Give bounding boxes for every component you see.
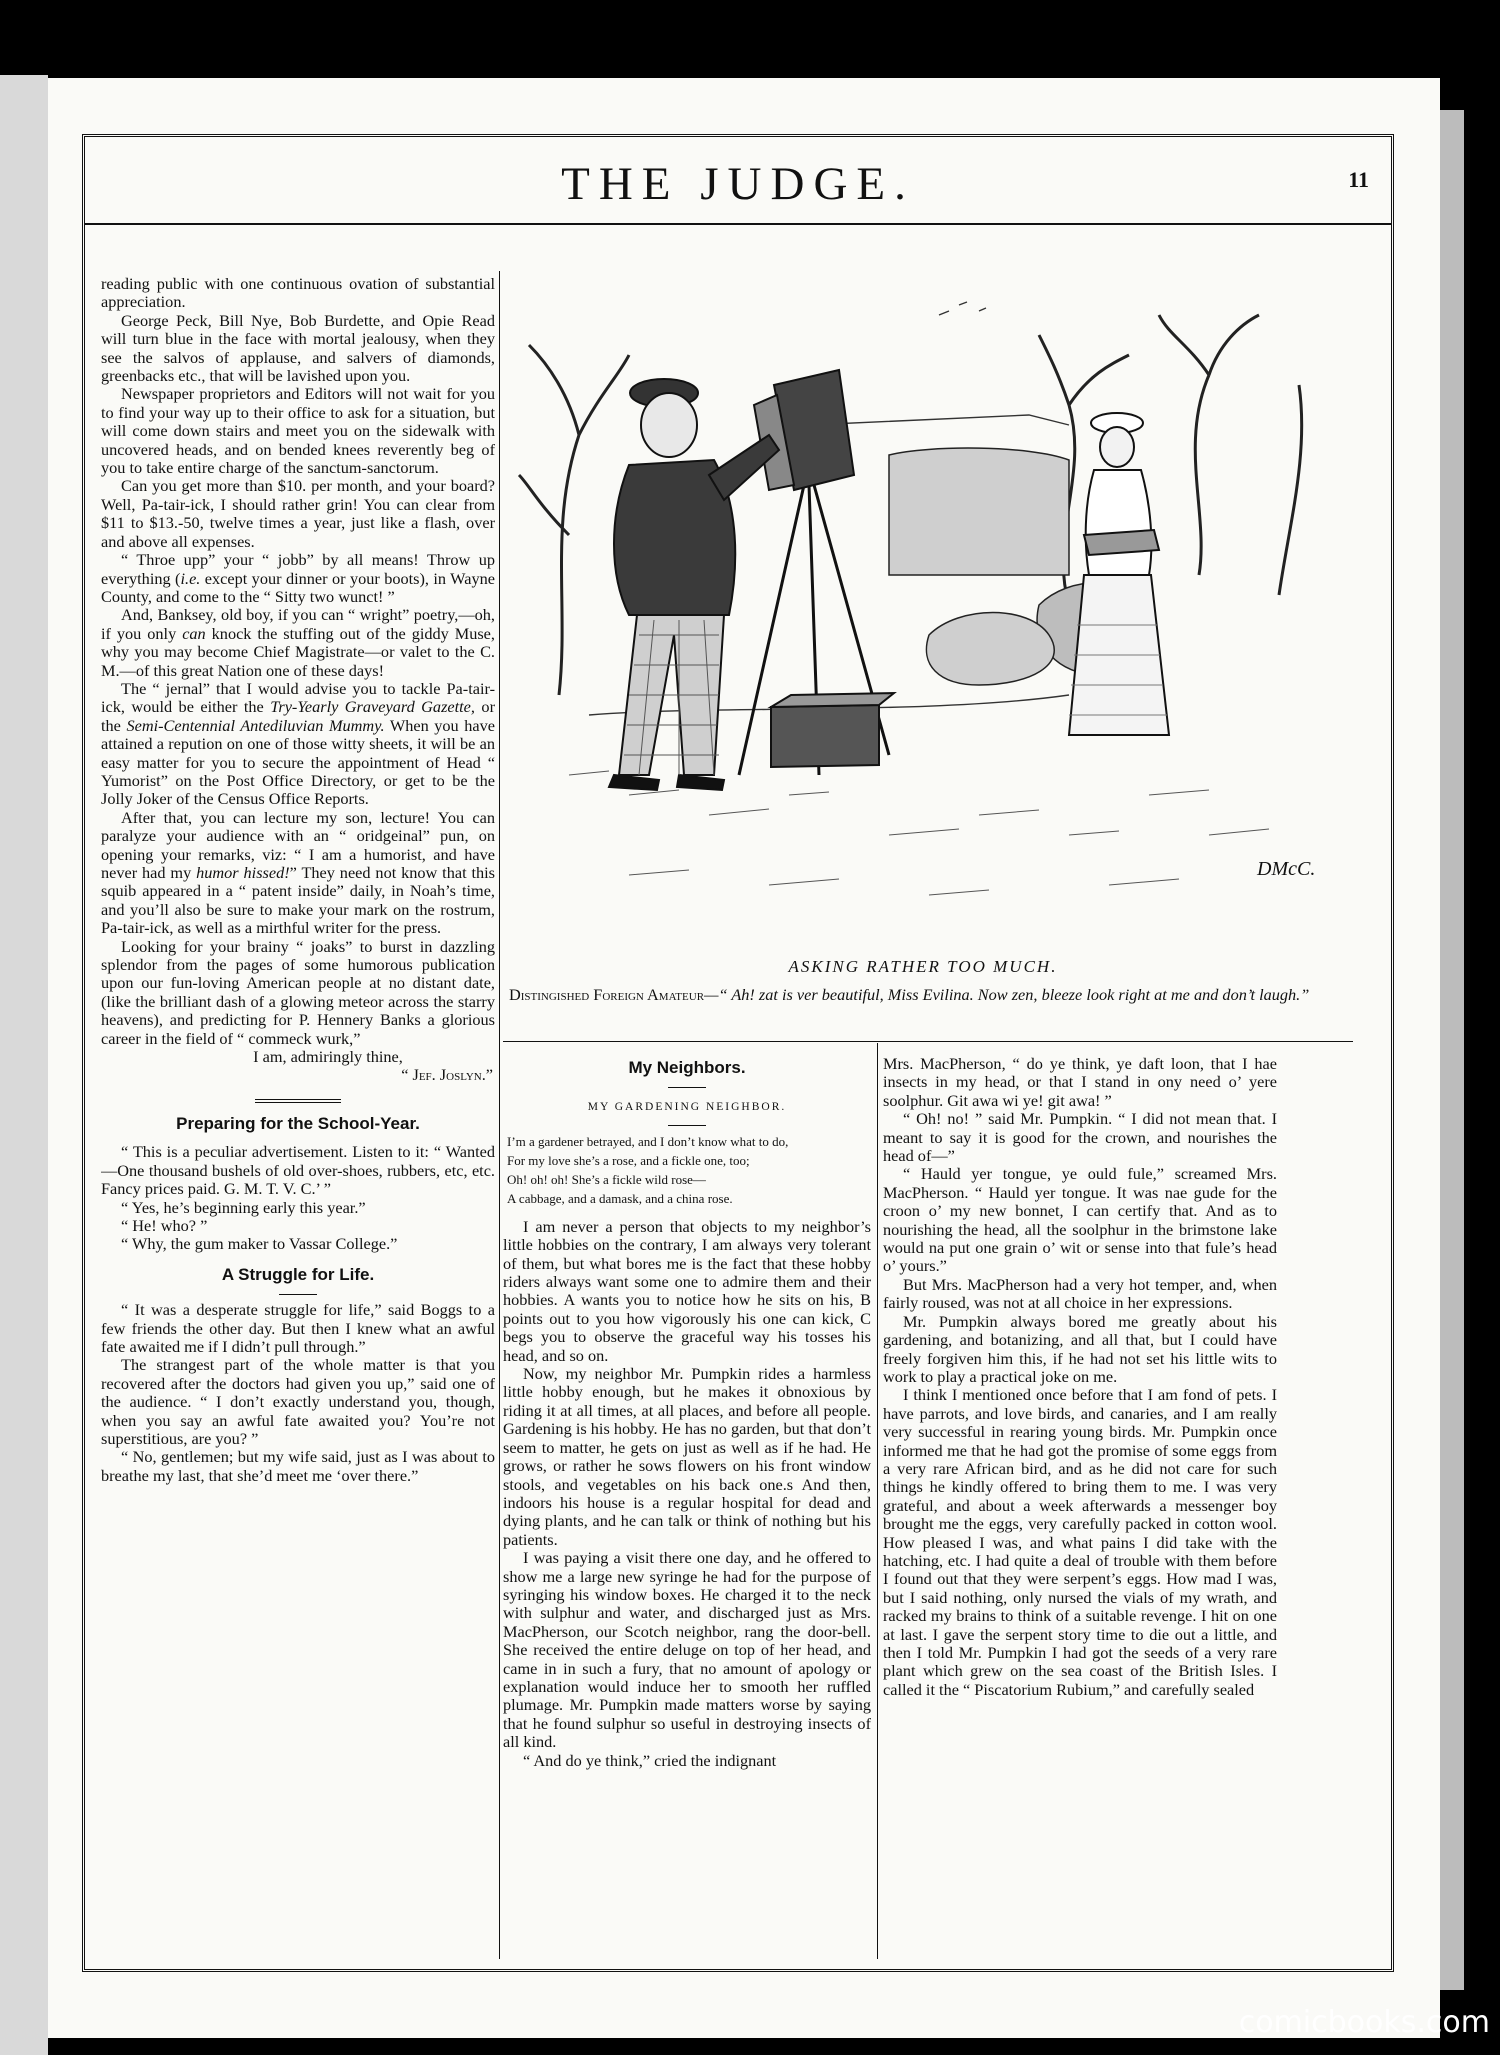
verse-line: For my love she’s a rose, and a fickle one, too; (507, 1152, 750, 1168)
paragraph: “ Oh! no! ” said Mr. Pumpkin. “ I did not mean that. I meant to say it is good for the crown, and nourishes the head of—” (883, 1109, 1277, 1166)
paragraph: “ Why, the gum maker to Vassar College.” (121, 1234, 398, 1254)
closing-line: I am, admiringly thine, (253, 1047, 403, 1067)
paragraph: George Peck, Bill Nye, Bob Burdette, and Opie Read will turn blue in the face with mortal jealousy, when they see the salvos of applause, and salvers of diamonds, greenbacks etc., that will be lavished upon you. (101, 310, 495, 386)
paragraph: The strangest part of the whole matter is that you recovered after the doctors had given you up,” said one of the audience. “ I don’t exactly understand you, though, when you say an awful fate awaited you? You’re not superstitious, are you? ” (101, 1355, 495, 1448)
verse-line: Oh! oh! oh! She’s a fickle wild rose— (507, 1171, 706, 1187)
paragraph: reading public with one continuous ovation of substantial appreciation. (101, 275, 495, 312)
paragraph: “ Hauld yer tongue, ye ould fule,” screamed Mrs. MacPherson. “ Hauld yer tongue. It was nae gude for the croon o’ my new bonnet, I can certify that. And as to nourishing the head, all the soolphur in the brimstone lake would na put one grain o’ wit or sense into that fule’s head o’ yours.” (883, 1164, 1277, 1276)
paragraph: “ No, gentlemen; but my wife said, just as I was about to breathe my last, that she’d meet me ‘over there.” (101, 1447, 495, 1485)
caption-quote: —“ Ah! zat is ver beautiful, Miss Evilina. Now zen, bleeze look right at me and don’t laugh.” (704, 985, 1310, 1004)
page-number: 11 (1348, 167, 1369, 192)
heading-dash (668, 1125, 706, 1126)
paragraph: “ This is a peculiar advertisement. Listen to it: “ Wanted—One thousand bushels of old over-shoes, rubbers, etc, etc. Fancy prices paid. G. M. T. V. C.’ ” (101, 1142, 495, 1199)
paragraph: “ Yes, he’s beginning early this year.” (121, 1197, 366, 1217)
paragraph: But Mrs. MacPherson had a very hot temper, and, when fairly roused, was not at all choice in her expressions. (883, 1274, 1277, 1313)
paragraph: “ And do ye think,” cried the indignant (523, 1750, 777, 1770)
masthead (85, 137, 1391, 225)
cartoon-caption-title: ASKING RATHER TOO MUCH. (788, 957, 1058, 976)
paragraph: The “ jernal” that I would advise you to tackle Pa-tair-ick, would be either the Try-Yearly Graveyard Gazette, or the Semi-Centennial Antediluvian Mummy. When you have attained a repution on one of those witty sheets, it will be an easy matter for you to secure the appointment of Head “ Yumorist” on the Post Office Directory, or get to be the Jolly Joker of the Census Office Reports. (101, 678, 495, 809)
paragraph: Now, my neighbor Mr. Pumpkin rides a harmless little hobby enough, but he makes it obnoxious by riding it at all times, at all places, and before all people. Gardening is his hobby. He has no garden, but that don’t seem to matter, he gets on just as well as if he had. He grows, or rather he sows flowers on his front window stools, and vegetables on his back one.s And then, indoors his house is a regular hospital for dead and dying plants, and he can talk or think of nothing but his patients. (503, 1364, 871, 1549)
paragraph: I was paying a visit there one day, and he offered to show me a large new syringe he had for the purpose of syringing his window boxes. He charged it to the neck with sulphur and water, and discharged just as Mrs. MacPherson, our Scotch neighbor, rang the door-bell. She received the entire deluge on top of her head, and came in in such a fury, that no amount of apology or explanation would induce her to smooth her ruffled plumage. Mr. Pumpkin made matters worse by saying that he found sulphur so useful in destroying insects of all kind. (503, 1548, 871, 1752)
caption-speaker: Distingished Foreign Amateur (509, 985, 705, 1004)
paragraph: Newspaper proprietors and Editors will not wait for you to find your way up to their office to ask for a situation, but will come down stairs and meet you on the sidewalk with uncovered heads, and on bended knees reverently beg of you to take entire charge of the sanctum-sanctorum. (101, 384, 495, 478)
cartoon-illustration (509, 275, 1337, 941)
verse-line: A cabbage, and a damask, and a china rose. (507, 1190, 733, 1206)
column-left (101, 275, 495, 1485)
article-heading-school: Preparing for the School-Year. (176, 1113, 420, 1133)
section-rule (503, 1041, 1353, 1042)
watermark: comicbooks.com (1238, 2005, 1490, 2040)
scan-left-edge (0, 75, 48, 2055)
author-signature: “ Jef. Joslyn.” (401, 1065, 493, 1085)
article-heading-neighbors: My Neighbors. (628, 1058, 746, 1077)
paragraph: Can you get more than $10. per month, and your board? Well, Pa-tair-ick, I should rather grin! You can clear from $11 to $13.-50, twelve times a year, just like a flash, over and above all expenses. (101, 476, 495, 551)
masthead-title: THE JUDGE. (561, 158, 915, 210)
heading-dash (668, 1087, 706, 1088)
heading-dash (279, 1294, 317, 1295)
page-frame (82, 134, 1394, 1972)
scan-right-edge (1440, 110, 1464, 1990)
paragraph: I am never a person that objects to my neighbor’s little hobbies on the contrary, I am always very tolerant of them, but what bores me is the fact that these hobby riders always want some one to admire them and their hobbies. A wants you to notice how he sits on his, B points out to you how vigorously his one can kick, C begs you to observe the graceful way his tosses his head, and so on. (503, 1216, 871, 1365)
paragraph: “ Throe upp” your “ jobb” by all means! Throw up everything (i.e. except your dinner or your boots), in Wayne County, and come to the “ Sitty two wunct! ” (101, 550, 495, 606)
section-divider (255, 1099, 341, 1103)
magazine-page (48, 78, 1440, 2038)
column-rule-2 (877, 1043, 878, 1959)
paragraph: “ He! who? ” (121, 1215, 208, 1235)
paragraph: And, Banksey, old boy, if you can “ wright” poetry,—oh, if you only can knock the stuffing out of the giddy Muse, why you may become Chief Magistrate—or valet to the C. M.—of this great Nation one of these days! (101, 605, 495, 680)
paragraph: “ It was a desperate struggle for life,” said Boggs to a few friends the other day. But then I knew what an awful fate awaited me if I didn’t pull through.” (101, 1300, 495, 1356)
paragraph: After that, you can lecture my son, lecture! You can paralyze your audience with an “ oridgeinal” pun, on opening your remarks, viz: “ I am a humorist, and have never had my humor hissed!” They need not know that this squib appeared in a “ patent inside” daily, in Noah’s time, and you’ll also be sure to make your mark on the rostrum, Pa-tair-ick, as well as a mirthful writer for the press. (101, 807, 495, 938)
artist-signature: DMcC. (1257, 858, 1316, 880)
article-subheading: MY GARDENING NEIGHBOR. (587, 1101, 787, 1114)
paragraph: Mrs. MacPherson, “ do ye think, ye daft loon, that I hae insects in my head, or that I stand in ony need o’ yere soolphur. Git awa wi ye! git awa! ” (883, 1055, 1277, 1110)
column-right (883, 1055, 1277, 1699)
paragraph: Looking for your brainy “ joaks” to burst in dazzling splendor from the pages of some humorous publication upon our fun-loving American people at no distant date, (like the brilliant dash of a glowing meteor across the starry heavens), and predicting for P. Hennery Banks a glorious career in the field of “ commeck wurk,” (101, 936, 495, 1048)
paragraph: Mr. Pumpkin always bored me greatly about his gardening, and botanizing, and all that, but I could have freely forgiven him this, if he had not set his little wits to work to play a practical joke on me. (883, 1311, 1277, 1386)
verse-line: I’m a gardener betrayed, and I don’t know what to do, (507, 1133, 789, 1149)
cartoon-caption-dialogue (509, 985, 1337, 1004)
column-rule-1 (499, 271, 500, 1959)
article-heading-struggle: A Struggle for Life. (221, 1264, 375, 1284)
column-middle (503, 1055, 871, 1770)
paragraph: I think I mentioned once before that I am fond of pets. I have parrots, and love birds, and canaries, and I am really very successful in rearing young birds. Mr. Pumpkin once informed me that he had got the promise of some eggs from a very rare African bird, and as he did not care for such things he kindly offered to bring them to me. I was very grateful, and about a week afterwards a messenger boy brought me the eggs, very carefully packed in cotton wool. How pleased I was, and what pains I did take with the hatching, etc. I had quite a deal of trouble with them before I found out that they were serpent’s eggs. How mad I was, but I said nothing, only nursed the vials of my wrath, and racked my brains to think of a suitable revenge. I hit on one at last. I gave the serpent story time to die out a little, and then I told Mr. Pumpkin I had got the seeds of a very rare plant which grew on the sea coast of the British Isles. I called it the “ Piscatorium Rubium,” and carefully sealed (883, 1385, 1277, 1699)
